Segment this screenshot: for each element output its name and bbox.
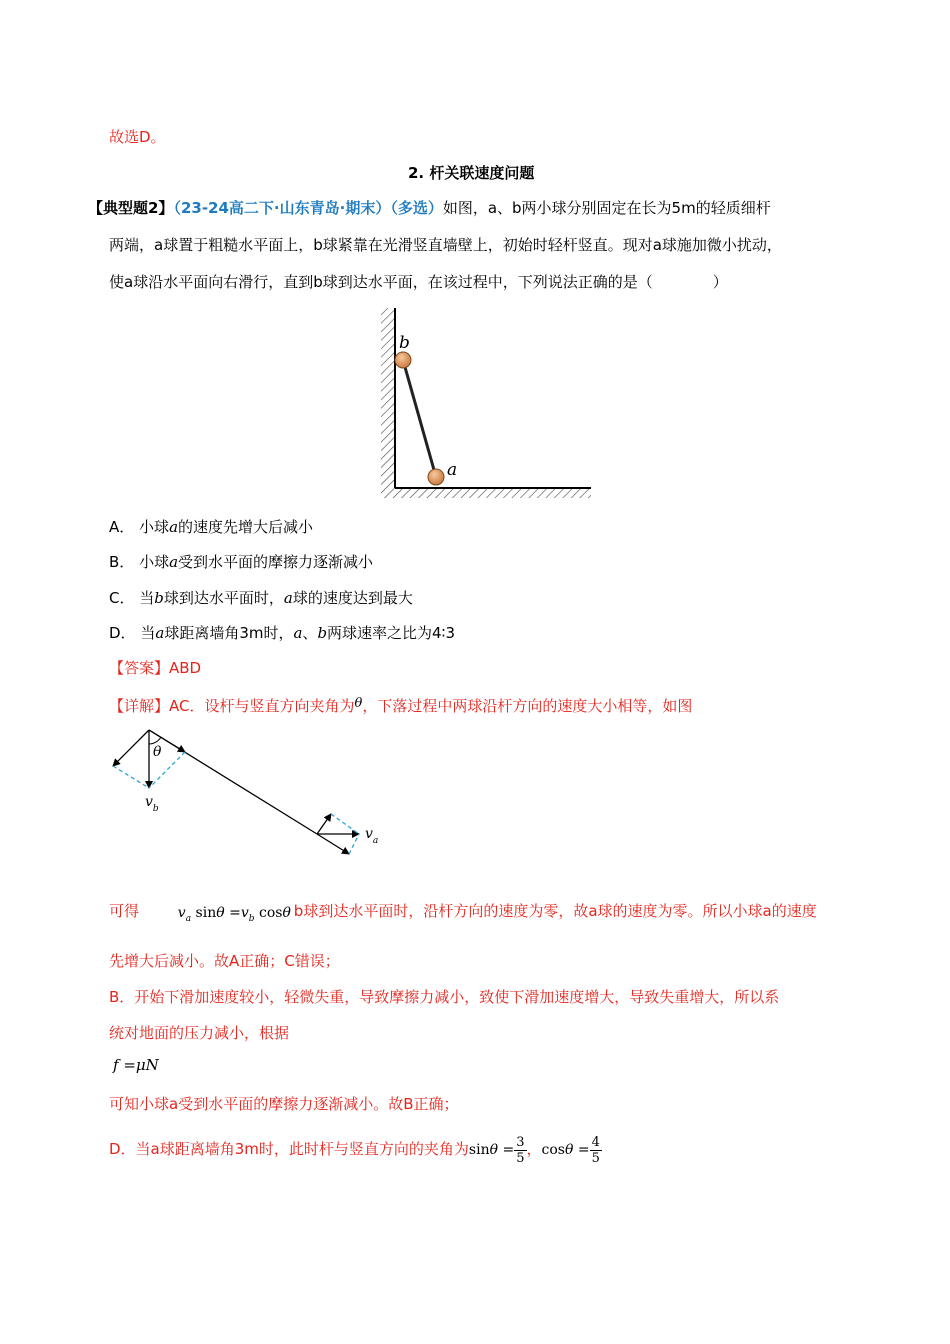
va-perp-component xyxy=(317,814,331,834)
ball-a xyxy=(428,469,444,485)
va-rod-component xyxy=(317,834,349,854)
analysis-ac-intro: 【详解】AC．设杆与竖直方向夹角为θ，下落过程中两球沿杆方向的速度大小相等，如图 xyxy=(109,696,693,715)
wall-hatch xyxy=(381,308,395,488)
label-b: b xyxy=(399,333,410,353)
question-line-2: 两端，a球置于粗糙水平面上，b球紧靠在光滑竖直墙壁上，初始时轻杆竖直。现对a球施加微小扰动， xyxy=(109,236,782,254)
answer: 【答案】ABD xyxy=(109,659,202,677)
rod xyxy=(403,360,436,477)
question-source: （23-24高二下·山东青岛·期末）（多选） xyxy=(173,199,443,217)
floor-hatch xyxy=(381,488,591,498)
vb-label: $v_b$ xyxy=(145,794,159,814)
label-a: a xyxy=(447,460,458,480)
section-title: 2. 杆关联速度问题 xyxy=(408,164,535,182)
va-label: $v_a$ xyxy=(365,826,379,846)
analysis-b-text-1: B．开始下滑加速度较小，轻微失重，导致摩擦力减小，致使下滑加速度增大，导致失重增大，所以系 xyxy=(109,988,780,1006)
rod-wall-figure xyxy=(370,300,600,505)
vb-perp-component xyxy=(113,730,149,766)
angle-arc xyxy=(149,737,161,744)
previous-conclusion: 故选D。 xyxy=(109,128,166,146)
question-line-1 xyxy=(88,197,771,219)
analysis-b-text-2: 统对地面的压力减小，根据 xyxy=(109,1024,290,1042)
ball-b xyxy=(395,352,411,368)
analysis-b-text-3: 可知小球a受到水平面的摩擦力逐渐减小。故B正确； xyxy=(109,1095,459,1113)
analysis-ac-text-2: 先增大后减小。故A正确；C错误； xyxy=(109,952,340,970)
sin-equation: sinθ = $\frac{3}{5}$ xyxy=(468,1134,525,1166)
velocity-diagram xyxy=(105,722,395,867)
equation-line: 可得 $v_a$ $\sin\theta =v_b$ cosθ b球到达水平面时，沿杆方向的速度为零，故a球的速度为零。所以小球a的速度 xyxy=(109,902,817,924)
va-dashed-2 xyxy=(349,834,359,854)
theta-label: θ xyxy=(153,744,162,760)
cos-equation: cosθ = $\frac{4}{5}$ xyxy=(541,1134,600,1166)
question-text-1: 如图，a、b两小球分别固定在长为5m的轻质细杆 xyxy=(442,199,771,217)
vb-dashed-1 xyxy=(113,766,149,788)
question-tag: 【典型题2】 xyxy=(88,199,174,217)
va-dashed-1 xyxy=(331,814,359,834)
question-line-3: 使a球沿水平面向右滑行，直到b球到达水平面，在该过程中，下列说法正确的是（ ） xyxy=(109,273,728,291)
friction-equation: f =μN xyxy=(113,1056,159,1074)
option-a: A． 小球a的速度先增大后减小 xyxy=(109,518,314,536)
option-c: C． 当b球到达水平面时，a球的速度达到最大 xyxy=(109,589,413,607)
analysis-d-text: D．当a球距离墙角3m时，此时杆与竖直方向的夹角为sinθ = $\frac{3}{5}$ ，cosθ = $\frac{4}{5}$ xyxy=(109,1134,600,1166)
option-b: B． 小球a受到水平面的摩擦力逐渐减小 xyxy=(109,553,374,571)
option-d: D． 当a球距离墙角3m时，a、b两球速率之比为4∶3 xyxy=(109,624,456,642)
